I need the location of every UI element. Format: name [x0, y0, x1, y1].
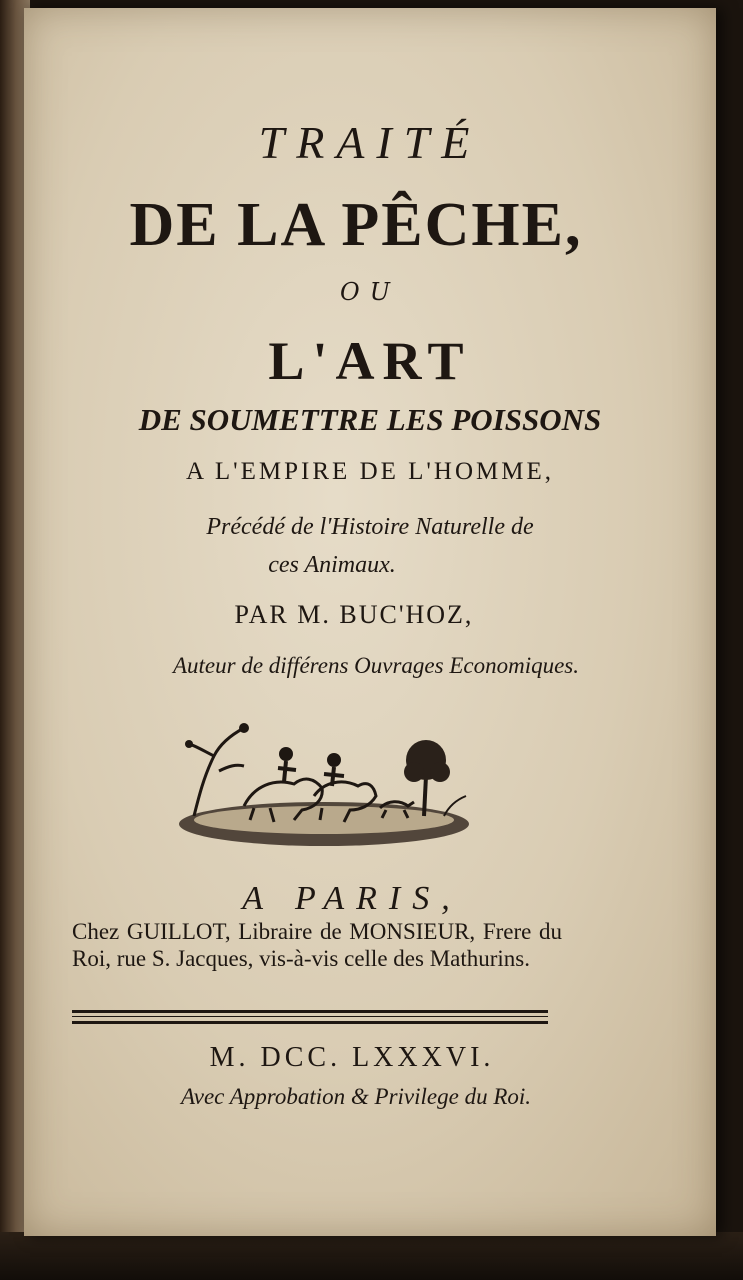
subtitle-art: L'ART	[268, 331, 472, 391]
subtitle-line-1: DE SOUMETTRE LES POISSONS	[138, 402, 602, 437]
title-main: TRAITÉ	[258, 117, 482, 168]
subtitle-line-2: A L'EMPIRE DE L'HOMME,	[185, 458, 555, 485]
conjunction-ou: OU	[340, 278, 400, 306]
imprint-rule-middle	[72, 1016, 548, 1017]
publication-place: A PARIS,	[242, 880, 462, 917]
publication-date: M. DCC. LXXXVI.	[209, 1042, 495, 1073]
hunting-scene-vignette-icon	[174, 716, 474, 856]
author-description: Auteur de différens Ouvrages Economiques.	[172, 653, 580, 678]
publisher-imprint: Chez GUILLOT, Libraire de MONSIEUR, Frere du Roi, rue S. Jacques, vis-à-vis celle des Mathurins.	[72, 919, 562, 971]
imprint-rule-bottom	[72, 1021, 548, 1024]
approbation-note: Avec Approbation & Privilege du Roi.	[180, 1084, 532, 1109]
book-cover-bottom	[0, 1232, 743, 1280]
preceded-line-1: Précédé de l'Histoire Naturelle de	[206, 514, 534, 540]
imprint-rule-top	[72, 1010, 548, 1013]
title-subject: DE LA PÊCHE,	[129, 191, 583, 259]
preceded-line-2: ces Animaux.	[268, 552, 396, 578]
author-name: PAR M. BUC'HOZ,	[234, 600, 474, 629]
title-page	[24, 8, 716, 1236]
